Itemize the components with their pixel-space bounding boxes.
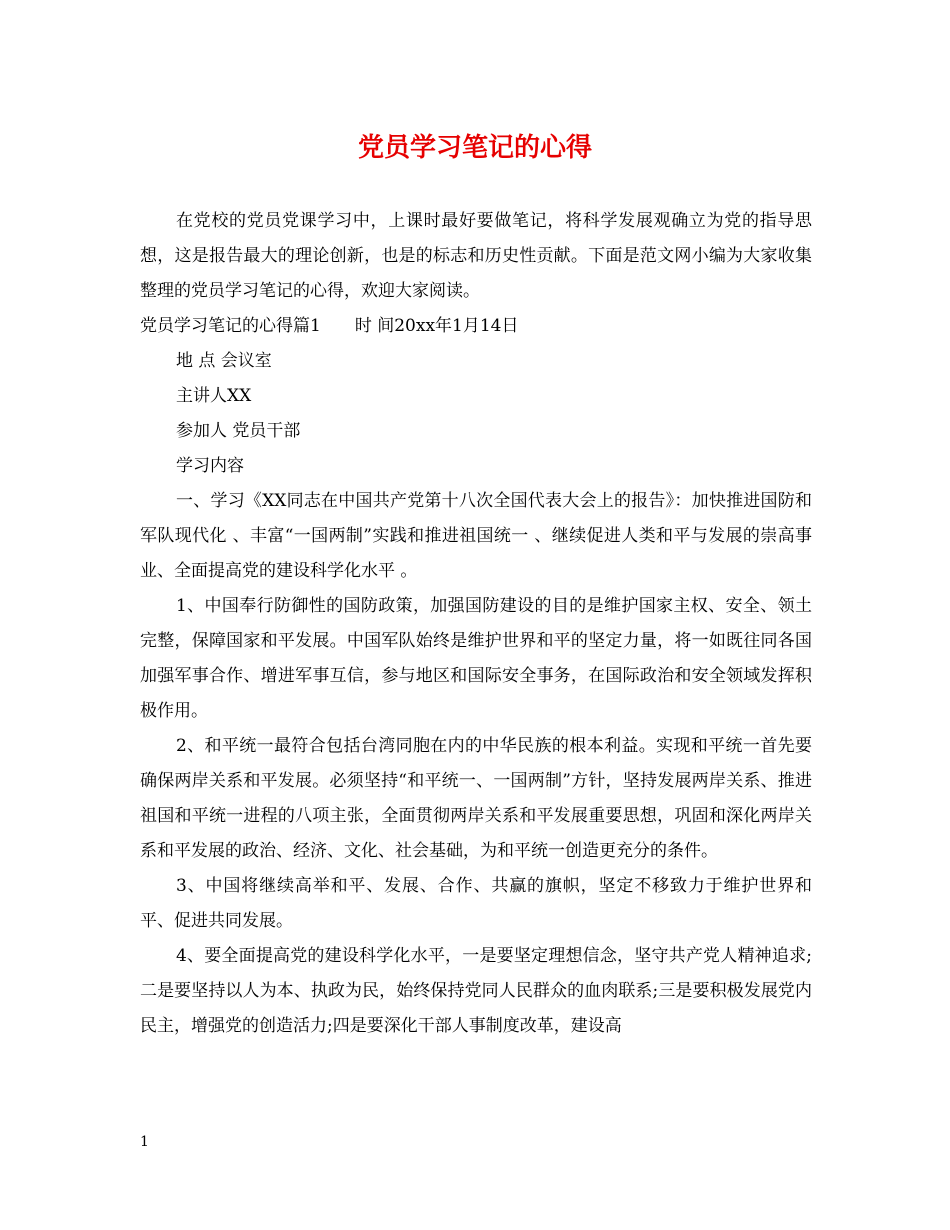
document-body (140, 204, 812, 1044)
meta-content-label: 学习内容 (176, 456, 244, 476)
body-paragraph: 2、和平统一最符合包括台湾同胞在内的中华民族的根本利益。实现和平统一首先要确保两岸关系和平发展。必须坚持“和平统一、一国两制”方针，坚持发展两岸关系、推进祖国和平统一进程的八项主张，全面贯彻两岸关系和平发展重要思想，巩固和深化两岸关系和平发展的政治、经济、文化、社会基础，为和平统一创造更充分的条件。 (140, 736, 812, 861)
body-paragraph: 一、学习《XX同志在中国共产党第十八次全国代表大会上的报告》：加快推进国防和军队现代化 、丰富“一国两制”实践和推进祖国统一 、继续促进人类和平与发展的崇高事业、全面提高党的建设科学化水平 。 (140, 491, 812, 581)
meta-attendees: 参加人 党员干部 (176, 421, 301, 441)
body-paragraph: 4、要全面提高党的建设科学化水平，一是要坚定理想信念，坚守共产党人精神追求;二是要坚持以人为本、执政为民，始终保持党同人民群众的血肉联系;三是要积极发展党内民主，增强党的创造活力;四是要深化干部人事制度改革，建设高 (140, 946, 812, 1036)
body-paragraph: 3、中国将继续高举和平、发展、合作、共赢的旗帜，坚定不移致力于维护世界和平、促进共同发展。 (140, 876, 812, 931)
body-paragraph: 1、中国奉行防御性的国防政策，加强国防建设的目的是维护国家主权、安全、领土完整，保障国家和平发展。中国军队始终是维护世界和平的坚定力量，将一如既往同各国加强军事合作、增进军事互信，参与地区和国际安全事务，在国际政治和安全领域发挥积极作用。 (140, 596, 812, 721)
meta-location: 地 点 会议室 (176, 351, 272, 371)
page-number: 1 (140, 1134, 149, 1150)
section-heading: 党员学习笔记的心得篇1 时 间20xx年1月14日 (140, 316, 519, 336)
intro-paragraph: 在党校的党员党课学习中，上课时最好要做笔记，将科学发展观确立为党的指导思想，这是报告最大的理论创新，也是的标志和历史性贡献。下面是范文网小编为大家收集整理的党员学习笔记的心得，欢迎大家阅读。 (140, 211, 812, 301)
meta-speaker: 主讲人XX (176, 386, 252, 406)
document-title: 党员学习笔记的心得 (357, 133, 592, 163)
